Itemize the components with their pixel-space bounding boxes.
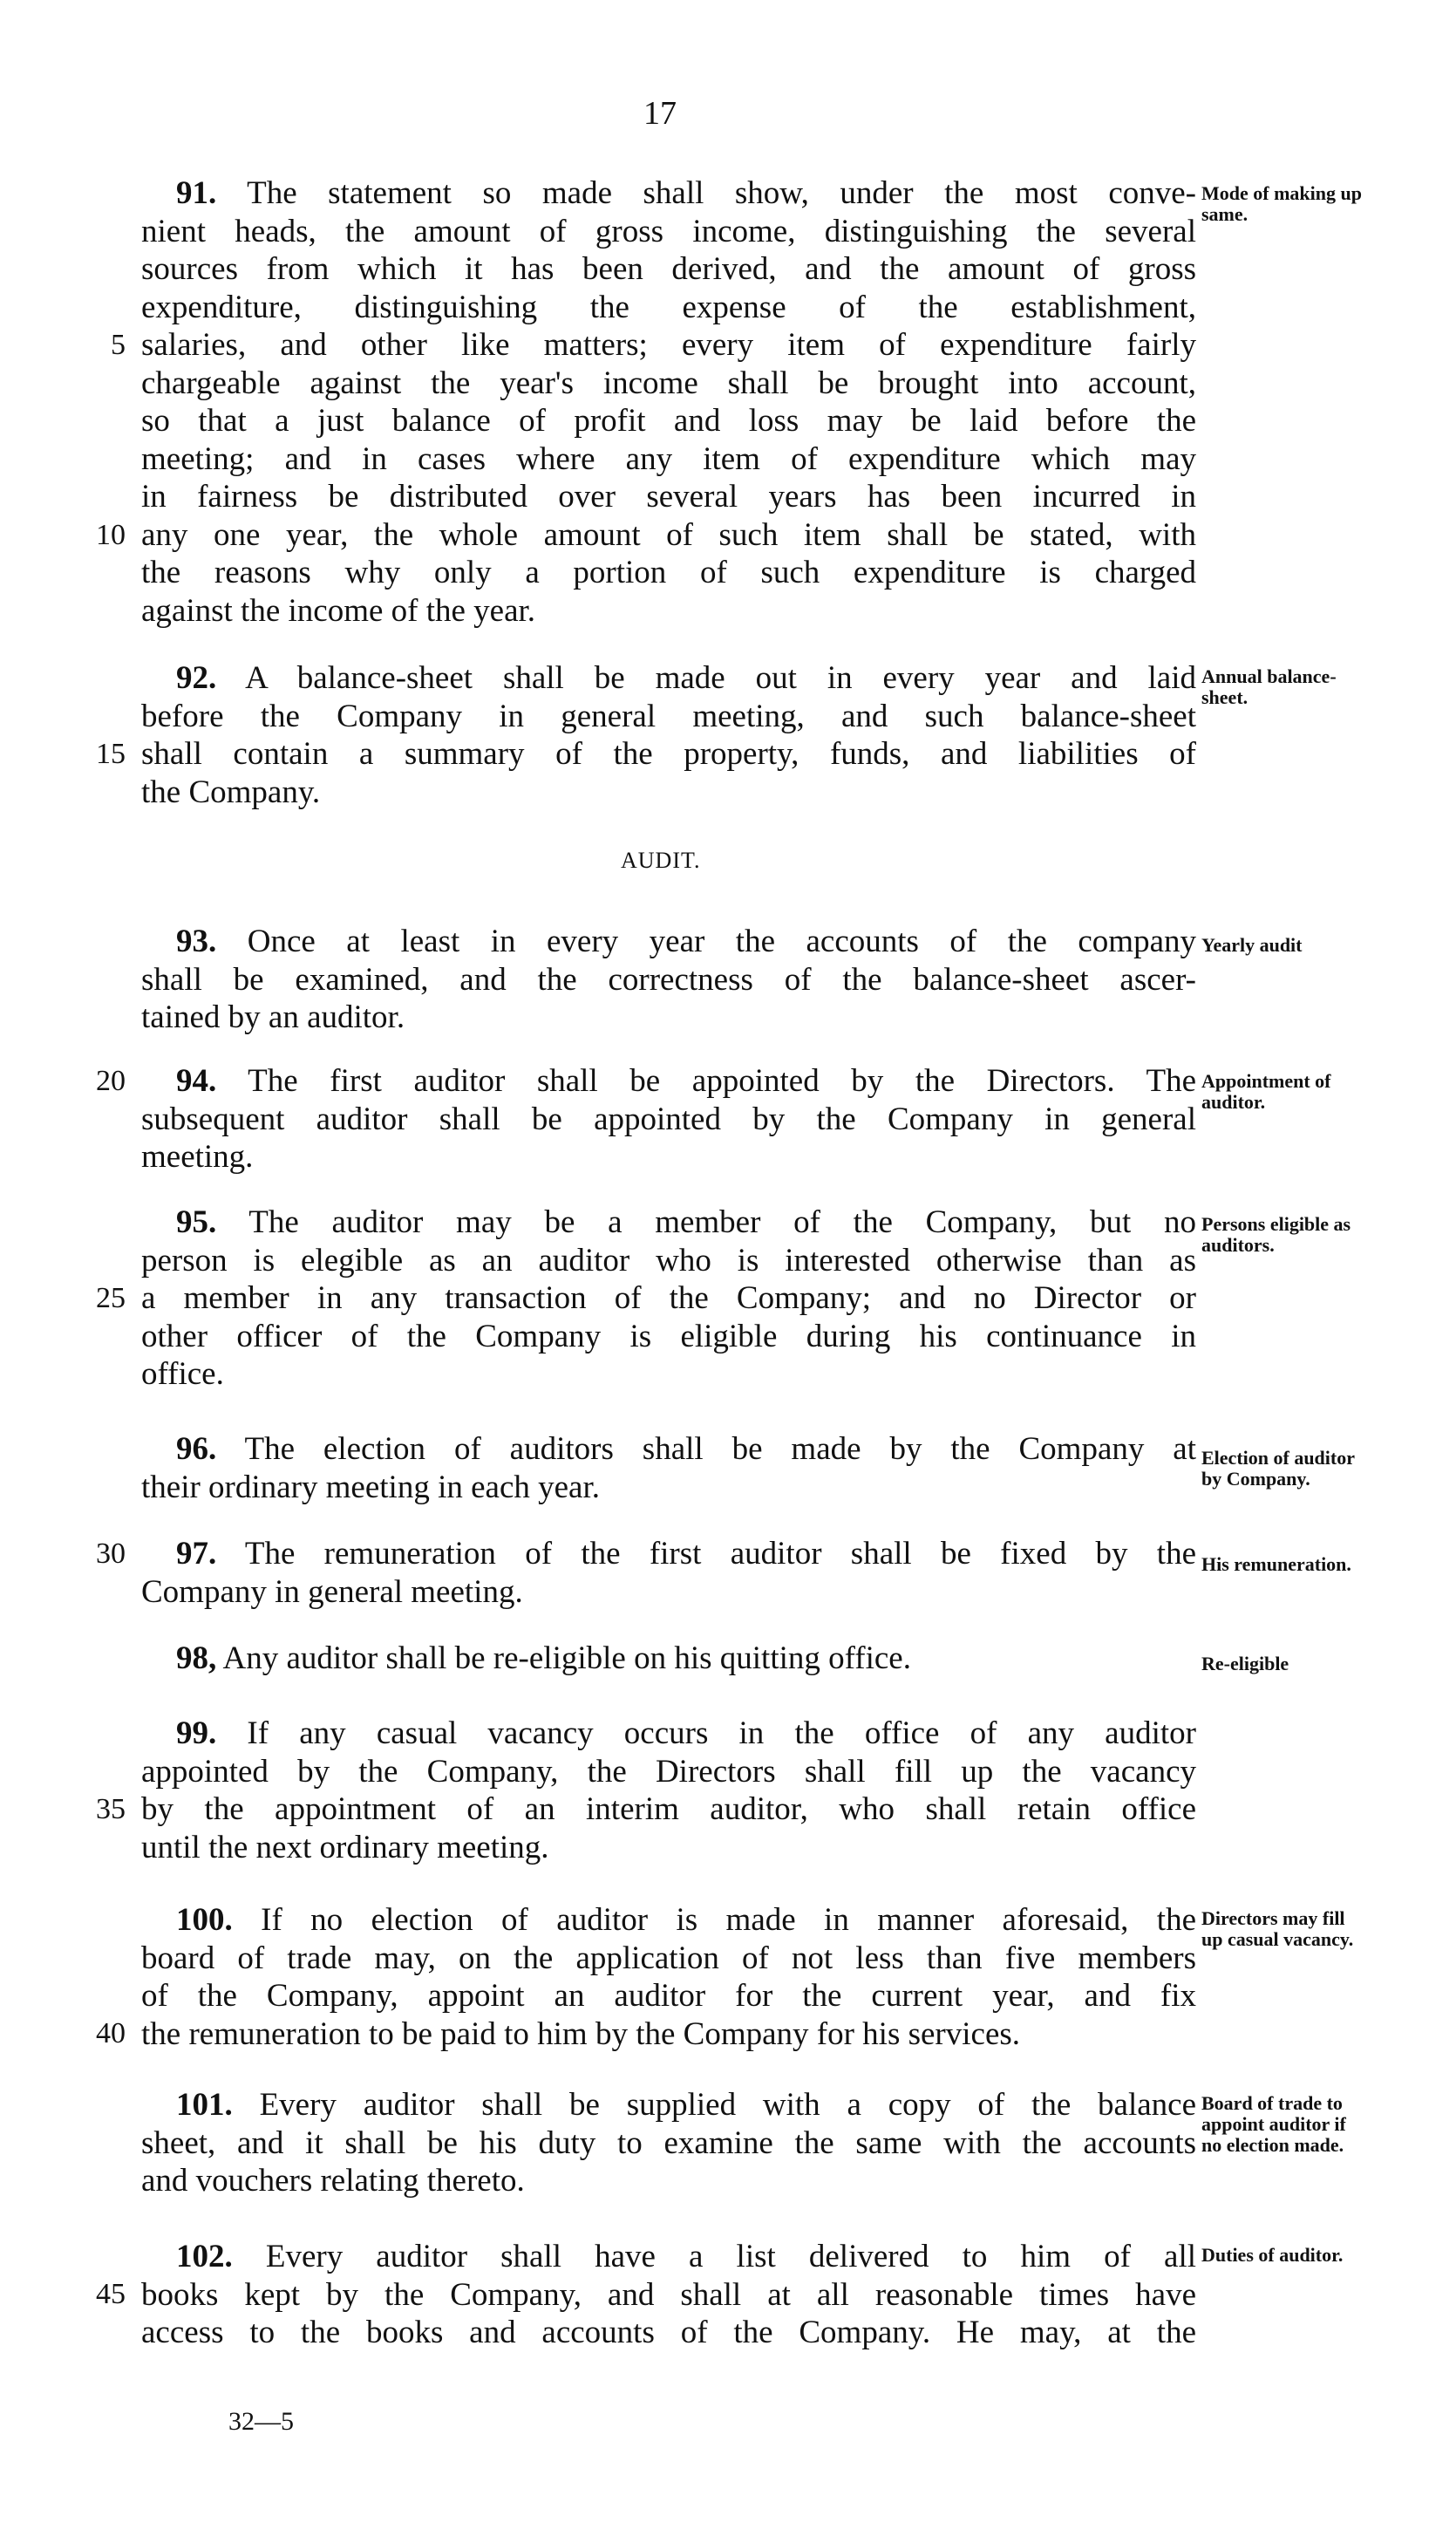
section-number: 93. xyxy=(176,924,217,959)
line-number: 15 xyxy=(96,738,126,770)
section-number: 94. xyxy=(176,1063,217,1099)
section-number: 98, xyxy=(176,1640,217,1676)
margin-note: His remuneration. xyxy=(1201,1553,1351,1575)
line-number: 35 xyxy=(96,1793,126,1825)
section-91: 91. The statement so made shall show, under the most conve- nient heads, the amount of gross income, distinguishing the several sources from which it has been derived, and the amount of gross expenditure, distinguishing the expense of the establishment, salaries, and other like matters; every item of expenditure fairly chargeable against the year's income shall be brought into account, so that a just balance of profit and loss may be laid before the meeting; and in cases where any item of expenditure which may in fairness be distributed over several years has been incurred in any one year, the whole amount of such item shall be stated, with the reasons why only a portion of such expenditure is charged against the income of the year. 5 10 xyxy=(141,174,1196,630)
margin-note: Re-eligible xyxy=(1201,1653,1289,1674)
section-95: 95. The auditor may be a member of the Company, but no person is elegible as an auditor who is interested otherwise than as a member in any transaction of the Company; and no Director or other officer of the Company is eligible during his continuance in office. 25 xyxy=(141,1204,1196,1394)
margin-note: Directors may fill up casual vacancy. xyxy=(1201,1907,1354,1950)
section-99: 99. If any casual vacancy occurs in the office of any auditor appointed by the Company, the Directors shall fill up the vacancy by the appointment of an interim auditor, who shall retain office until the next ordinary meeting. 35 xyxy=(141,1715,1196,1866)
line-number: 40 xyxy=(96,2017,126,2049)
section-101: 101. Every auditor shall be supplied with a copy of the balance sheet, and it shall be his duty to examine the same with the accounts and vouchers relating thereto. xyxy=(141,2087,1197,2199)
section-93: 93. Once at least in every year the accounts of the company shall be examined, and the correctness of the balance-sheet ascer- tained by an auditor. xyxy=(141,924,1196,1035)
margin-note: Mode of making up same. xyxy=(1201,182,1362,225)
section-number: 95. xyxy=(176,1204,217,1240)
line-number: 45 xyxy=(96,2278,126,2310)
margin-note: Board of trade to appoint auditor if no election made. xyxy=(1201,2092,1346,2156)
section-number: 100. xyxy=(176,1902,233,1938)
section-heading: AUDIT. xyxy=(621,848,701,873)
section-92: 92. A balance-sheet shall be made out in every year and laid before the Company in general meeting, and such balance-sheet shall contain a summary of the property, funds, and liabilities of the Company. 15 xyxy=(141,659,1196,811)
section-number: 102. xyxy=(176,2239,233,2274)
section-102: 102. Every auditor shall have a list delivered to him of all books kept by the Company, and shall at all reasonable times have access to the books and accounts of the Company. He may, at the 45 xyxy=(141,2238,1196,2352)
margin-note: Annual balance-sheet. xyxy=(1201,665,1337,708)
section-100: 100. If no election of auditor is made in manner aforesaid, the board of trade may, on the application of not less than five members of the Company, appoint an auditor for the current year, and fix the remuneration to be paid to him by the Company for his services. 40 xyxy=(141,1901,1196,2053)
line-number: 10 xyxy=(96,519,126,551)
section-96: 96. The election of auditors shall be made by the Company at their ordinary meeting in each year. xyxy=(141,1431,1196,1505)
section-98: 98, Any auditor shall be re-eligible on his quitting office. xyxy=(176,1640,911,1676)
margin-note: Appointment of auditor. xyxy=(1201,1070,1331,1113)
page-number: 17 xyxy=(643,95,677,132)
line-number: 5 xyxy=(111,329,126,361)
line-number: 20 xyxy=(96,1065,126,1097)
line-number: 30 xyxy=(96,1538,126,1570)
page-footer: 32—5 xyxy=(228,2407,294,2436)
margin-note: Election of auditor by Company. xyxy=(1201,1447,1355,1490)
line-number: 25 xyxy=(96,1282,126,1314)
section-number: 99. xyxy=(176,1715,217,1751)
section-number: 92. xyxy=(176,660,217,696)
section-97: 97. The remuneration of the first auditor shall be fixed by the Company in general meeting. 30 xyxy=(141,1535,1196,1611)
section-94: 94. The first auditor shall be appointed by the Directors. The subsequent auditor shall be appointed by the Company in general meeting. 20 xyxy=(141,1062,1196,1176)
section-number: 96. xyxy=(176,1431,217,1467)
margin-note: Persons eligible as auditors. xyxy=(1201,1213,1351,1256)
section-number: 101. xyxy=(176,2087,233,2123)
section-number: 97. xyxy=(176,1536,217,1572)
margin-note: Yearly audit xyxy=(1201,934,1303,956)
margin-note: Duties of auditor. xyxy=(1201,2244,1344,2266)
section-number: 91. xyxy=(176,175,217,211)
